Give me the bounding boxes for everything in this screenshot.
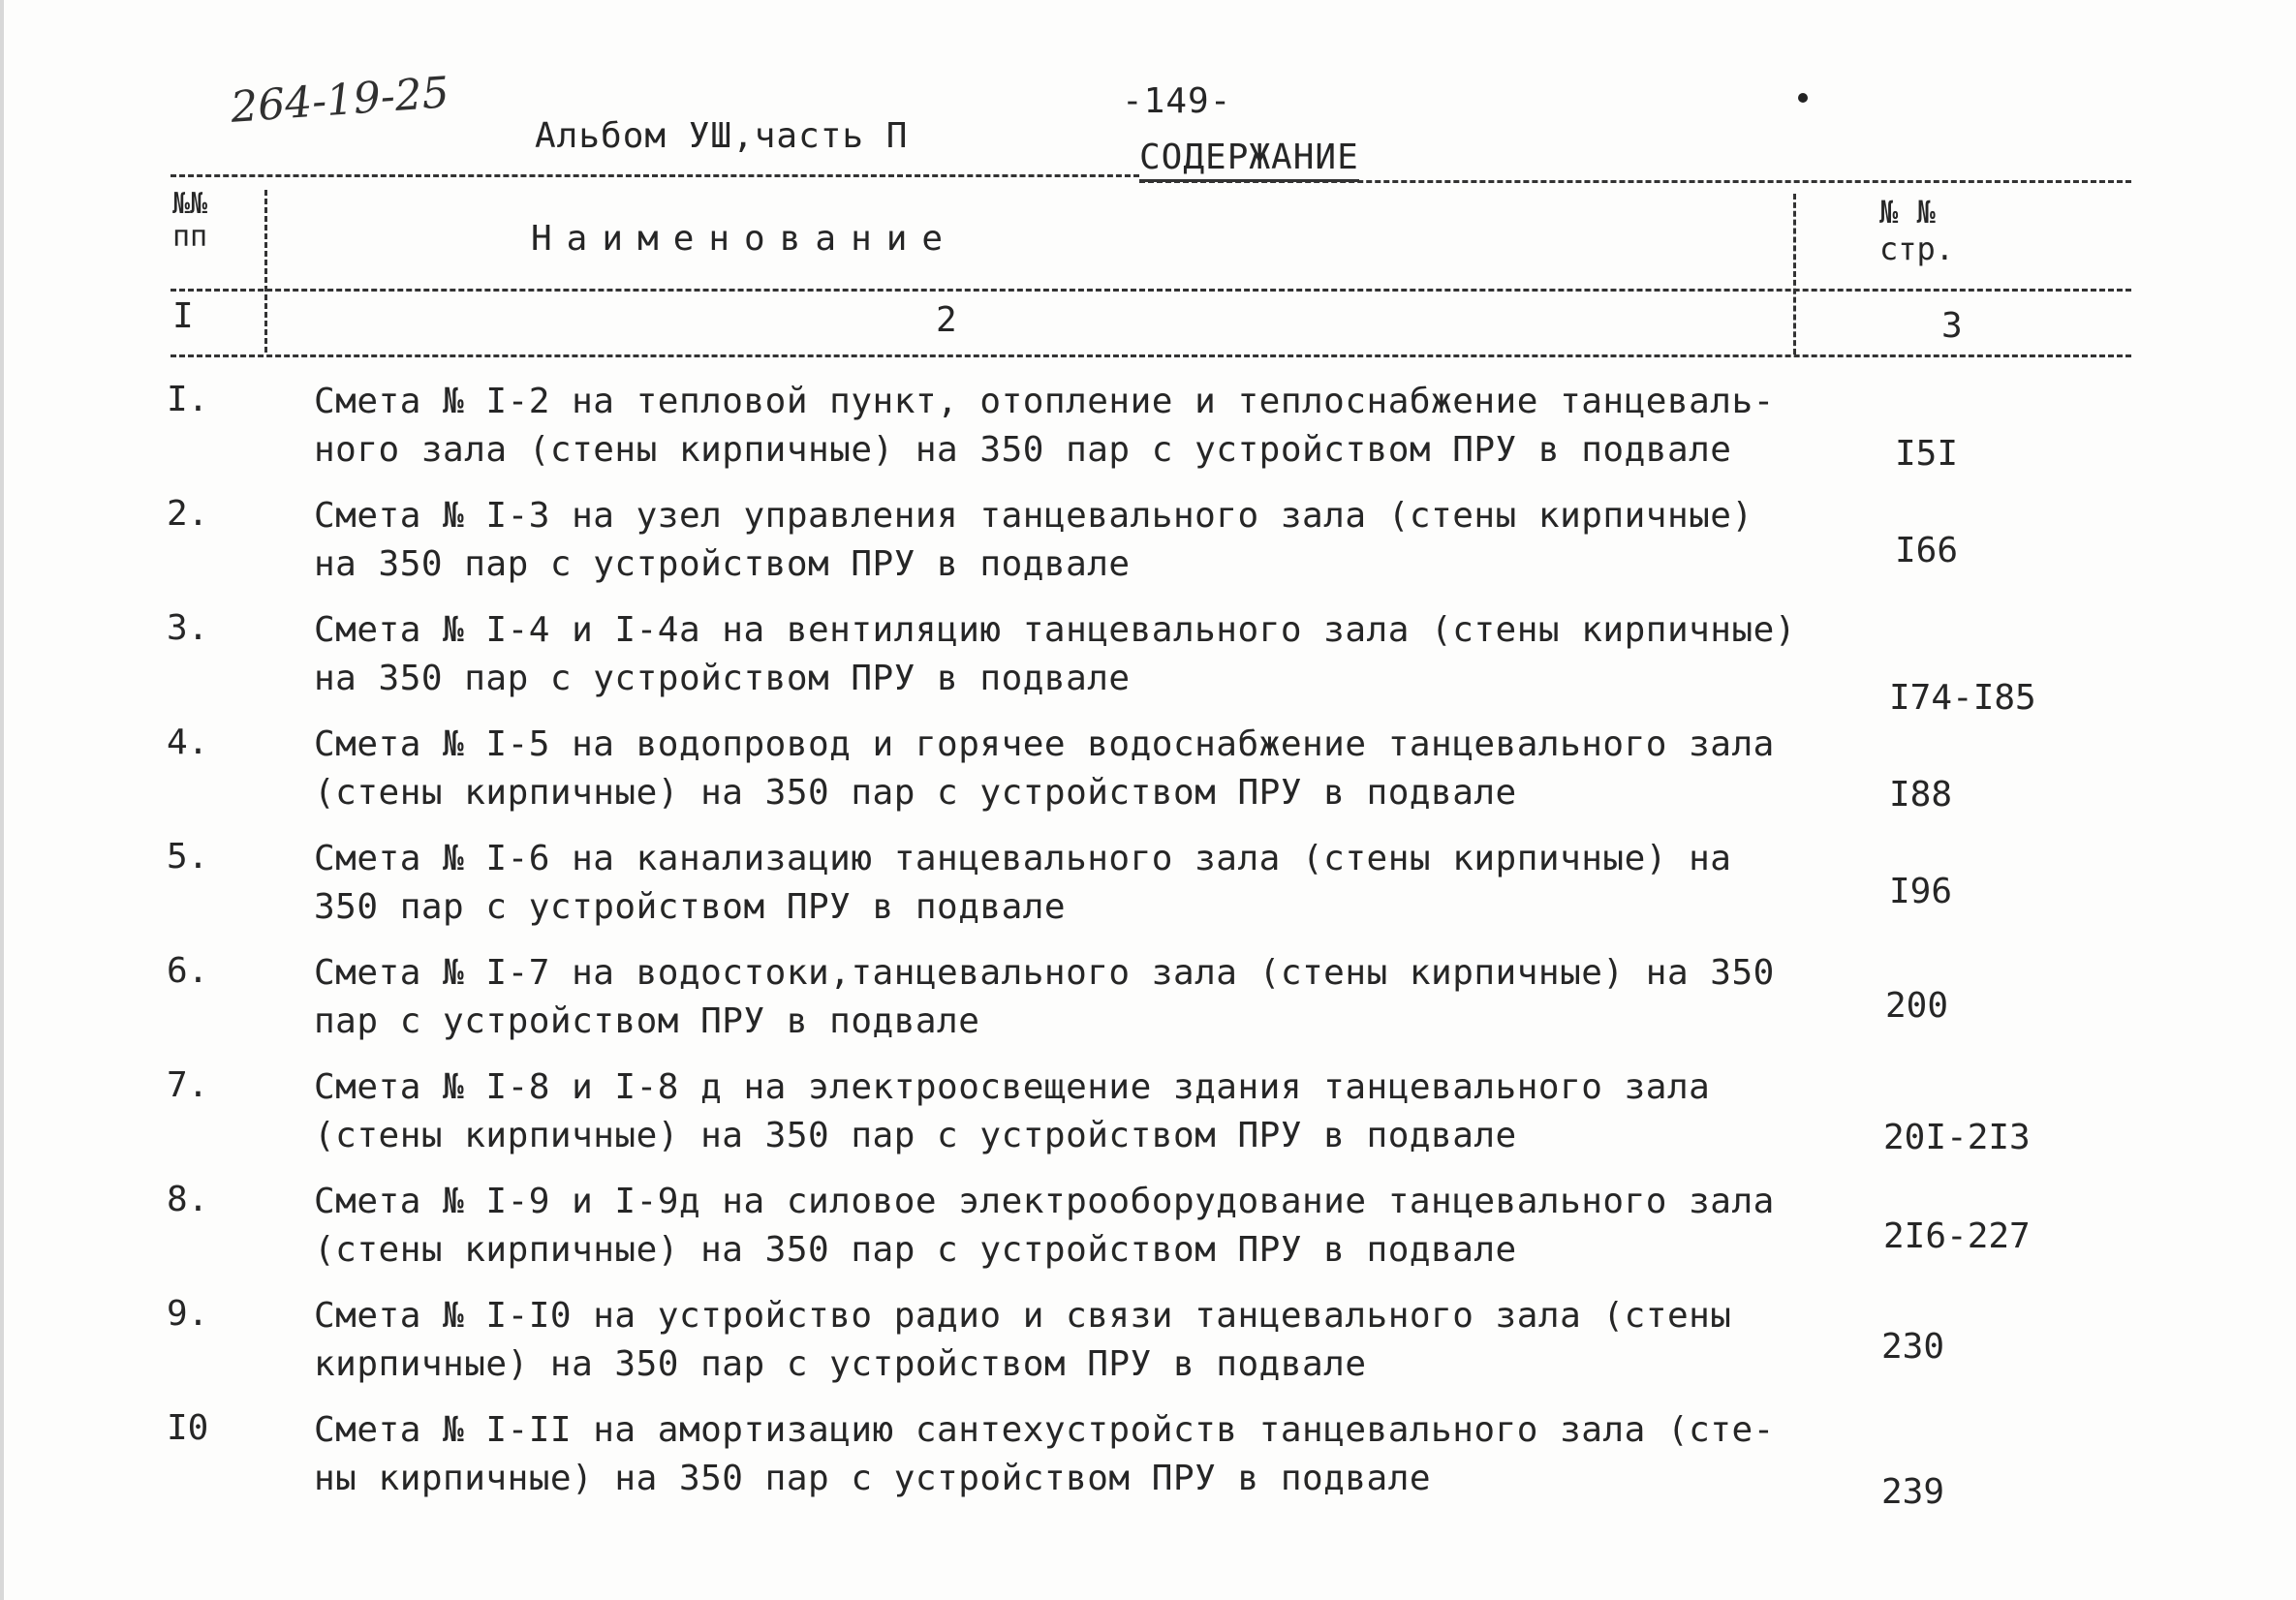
scan-edge — [0, 0, 4, 1600]
album-label: Альбом УШ,часть П — [535, 116, 909, 156]
row-number: I. — [167, 380, 209, 419]
row-page: 20I-2I3 — [1883, 1118, 2031, 1157]
row-description — [314, 1406, 1775, 1503]
column-index-2: 2 — [936, 300, 958, 340]
row-page: I74-I85 — [1889, 678, 2036, 718]
ink-dot — [1798, 93, 1808, 103]
page-number: -149- — [1122, 81, 1232, 121]
row-number: 6. — [167, 951, 209, 991]
row-page: 230 — [1881, 1327, 1945, 1367]
num-label-1: №№ — [172, 187, 208, 221]
row-description — [314, 1178, 1775, 1275]
row-page: I66 — [1895, 531, 1959, 570]
row-number: 4. — [167, 723, 209, 762]
rule-header-bottom — [171, 289, 2131, 292]
row-line: Смета № I-6 на канализацию танцевального зала (стены кирпичные) на — [314, 839, 1732, 878]
row-description — [314, 378, 1775, 475]
row-number: 7. — [167, 1065, 209, 1105]
rule-top-left — [171, 174, 1139, 177]
num-column-header — [172, 188, 207, 254]
row-page: I5I — [1895, 434, 1959, 474]
column-divider-2 — [1793, 194, 1796, 354]
row-description — [314, 1063, 1710, 1160]
row-line: Смета № I-2 на тепловой пункт, отопление и теплоснабжение танцеваль- — [314, 382, 1775, 421]
row-line: на 350 пар с устройством ПРУ в подвале — [314, 659, 1131, 698]
row-page: I96 — [1889, 872, 1953, 911]
column-divider-1 — [264, 190, 267, 353]
row-number: 8. — [167, 1180, 209, 1219]
rule-index-bottom — [171, 354, 2131, 357]
row-number: I0 — [167, 1408, 209, 1448]
row-description — [314, 606, 1796, 703]
row-description — [314, 492, 1753, 589]
row-page: 200 — [1885, 986, 1949, 1026]
num-label-2: пп — [172, 220, 208, 254]
row-description — [314, 949, 1775, 1046]
row-line: Смета № I-8 и I-8 д на электроосвещение здания танцевального зала — [314, 1067, 1711, 1107]
row-page: 239 — [1881, 1472, 1945, 1512]
row-number: 9. — [167, 1294, 209, 1334]
row-line: (стены кирпичные) на 350 пар с устройством ПРУ в подвале — [314, 1116, 1517, 1155]
row-line: Смета № I-4 и I-4а на вентиляцию танцевального зала (стены кирпичные) — [314, 610, 1796, 650]
row-line: 350 пар с устройством ПРУ в подвале — [314, 887, 1067, 927]
document-title: СОДЕРЖАНИЕ — [1139, 138, 1359, 182]
row-line: Смета № I-I0 на устройство радио и связи танцевального зала (стены — [314, 1296, 1732, 1336]
row-line: (стены кирпичные) на 350 пар с устройством ПРУ в подвале — [314, 1230, 1517, 1270]
row-line: ного зала (стены кирпичные) на 350 пар с устройством ПРУ в подвале — [314, 430, 1732, 470]
page-label-1: № № — [1879, 194, 1936, 231]
row-line: на 350 пар с устройством ПРУ в подвале — [314, 544, 1131, 584]
row-line: (стены кирпичные) на 350 пар с устройством ПРУ в подвале — [314, 773, 1517, 813]
row-page: I88 — [1889, 775, 1953, 815]
row-page: 2I6-227 — [1883, 1216, 2031, 1256]
handwritten-code: 264-19-25 — [229, 68, 451, 133]
row-description — [314, 1292, 1731, 1389]
row-number: 5. — [167, 837, 209, 877]
column-index-3: 3 — [1941, 306, 1964, 346]
row-line: Смета № I-7 на водостоки,танцевального зала (стены кирпичные) на 350 — [314, 953, 1775, 993]
row-line: кирпичные) на 350 пар с устройством ПРУ в подвале — [314, 1344, 1367, 1384]
row-number: 2. — [167, 494, 209, 534]
column-index-1: I — [172, 296, 195, 336]
rule-top-right — [1139, 180, 2131, 183]
row-line: Смета № I-9 и I-9д на силовое электрооборудование танцевального зала — [314, 1182, 1775, 1221]
row-line: Смета № I-5 на водопровод и горячее водоснабжение танцевального зала — [314, 724, 1775, 764]
page-column-header — [1879, 194, 1954, 267]
name-column-header: Наименование — [531, 219, 958, 259]
row-line: Смета № I-3 на узел управления танцевального зала (стены кирпичные) — [314, 496, 1753, 536]
page-label-2: стр. — [1879, 231, 1955, 267]
row-number: 3. — [167, 608, 209, 648]
row-description — [314, 721, 1775, 817]
row-line: пар с устройством ПРУ в подвале — [314, 1001, 980, 1041]
row-description — [314, 835, 1731, 932]
row-line: ны кирпичные) на 350 пар с устройством ПРУ в подвале — [314, 1459, 1432, 1498]
row-line: Смета № I-II на амортизацию сантехустройств танцевального зала (сте- — [314, 1410, 1775, 1450]
